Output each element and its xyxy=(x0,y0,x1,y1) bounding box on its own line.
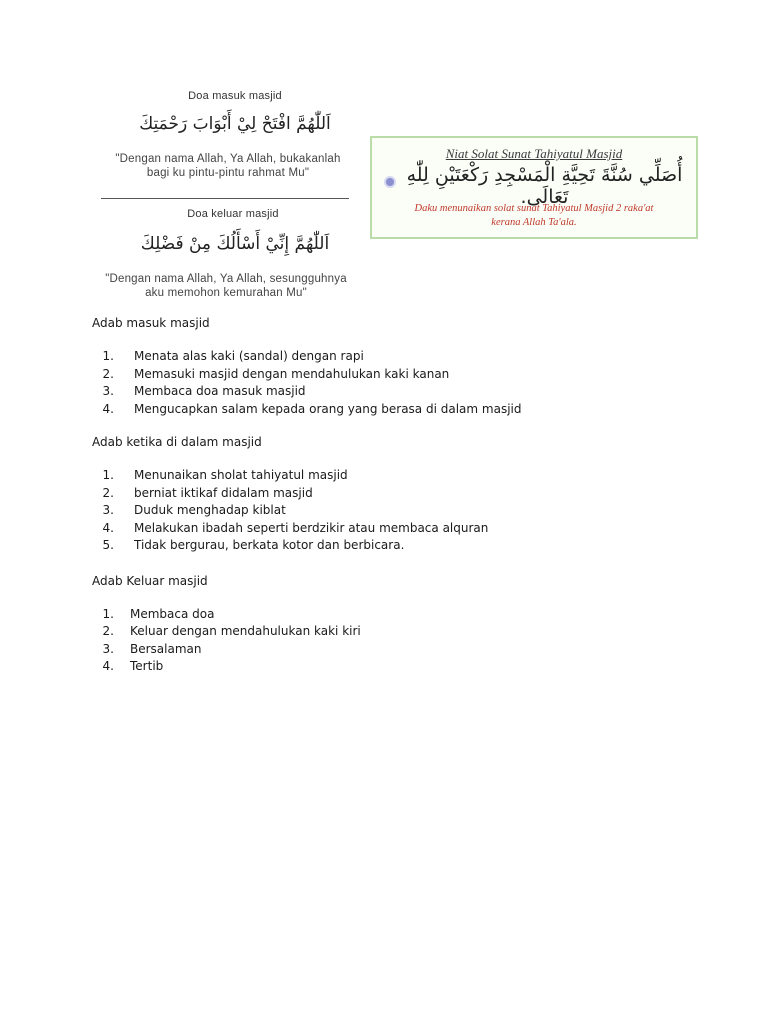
doa-masuk-translation-line2: bagi ku pintu-pintu rahmat Mu" xyxy=(146,167,310,179)
doa-masuk-translation xyxy=(93,152,363,180)
bullet-dot-icon xyxy=(386,178,394,186)
section-heading-masuk: Adab masuk masjid xyxy=(92,316,210,330)
list-text: Tertib xyxy=(130,659,164,673)
doa-keluar-translation xyxy=(91,272,361,300)
list-text: Memasuki masjid dengan mendahulukan kaki kanan xyxy=(134,366,450,381)
list-item xyxy=(92,467,692,485)
list-item xyxy=(92,520,692,538)
doa-keluar-translation-line1: "Dengan nama Allah, Ya Allah, sesungguhnya xyxy=(105,273,347,285)
list-text: Mengucapkan salam kepada orang yang berasa di dalam masjid xyxy=(134,401,522,416)
list-item xyxy=(92,383,692,401)
doa-masuk-title: Doa masuk masjid xyxy=(188,90,282,102)
doa-keluar-arabic: اَللّٰهُمَّ إِنِّيْ أَسْأَلُكَ مِنْ فَضْلِكَ xyxy=(140,234,330,254)
doa-masuk-translation-line1: "Dengan nama Allah, Ya Allah, bukakanlah xyxy=(115,153,341,165)
list-text: Melakukan ibadah seperti berdzikir atau membaca alquran xyxy=(134,520,489,535)
list-number: 2. xyxy=(102,366,114,381)
list-number: 3. xyxy=(102,384,114,398)
list-item xyxy=(92,606,692,624)
list-item xyxy=(92,401,692,419)
list-number: 2. xyxy=(102,624,114,638)
list-item xyxy=(92,623,692,641)
doa-keluar-title: Doa keluar masjid xyxy=(187,208,279,220)
list-item xyxy=(92,366,692,384)
list-number: 1. xyxy=(102,606,114,621)
list-number: 4. xyxy=(102,659,114,673)
niat-translation-line2: kerana Allah Ta'ala. xyxy=(491,217,577,228)
list-text: Keluar dengan mendahulukan kaki kiri xyxy=(130,624,361,638)
list-text: Menunaikan sholat tahiyatul masjid xyxy=(134,468,348,482)
list-number: 1. xyxy=(102,349,114,363)
list-text: Bersalaman xyxy=(130,641,202,656)
list-item xyxy=(92,502,692,520)
list-text: Menata alas kaki (sandal) dengan rapi xyxy=(134,349,364,363)
list-number: 2. xyxy=(102,485,114,500)
section-heading-keluar: Adab Keluar masjid xyxy=(92,573,208,588)
list-text: Membaca doa masuk masjid xyxy=(134,384,306,398)
section-heading-dalam: Adab ketika di dalam masjid xyxy=(92,435,262,449)
list-item xyxy=(92,641,692,659)
list-number: 3. xyxy=(102,503,114,517)
list-adab-dalam xyxy=(92,467,692,555)
niat-translation xyxy=(372,202,696,230)
list-number: 1. xyxy=(102,468,114,482)
list-number: 5. xyxy=(102,538,114,552)
list-item xyxy=(92,537,692,555)
list-adab-masuk xyxy=(92,348,692,418)
niat-arabic: أُصَلِّي سُنَّةَ تَحِيَّةِ الْمَسْجِدِ رَكْعَتَيْنِ لِلّٰهِ تَعَالَى. xyxy=(406,164,683,208)
list-item xyxy=(92,658,692,676)
doa-divider xyxy=(101,198,349,199)
doa-image xyxy=(85,82,365,304)
list-text: berniat iktikaf didalam masjid xyxy=(134,485,313,500)
list-adab-keluar xyxy=(92,606,692,676)
list-number: 3. xyxy=(102,641,114,656)
doa-masuk-arabic: اَللّٰهُمَّ افْتَحْ لِيْ أَبْوَابَ رَحْمَتِكَ xyxy=(139,114,331,134)
list-text: Duduk menghadap kiblat xyxy=(134,503,286,517)
list-text: Tidak bergurau, berkata kotor dan berbicara. xyxy=(134,538,405,552)
list-item xyxy=(92,348,692,366)
list-number: 4. xyxy=(102,401,114,416)
niat-image xyxy=(370,136,698,239)
document-body xyxy=(92,315,692,692)
list-text: Membaca doa xyxy=(130,606,215,621)
list-number: 4. xyxy=(102,520,114,535)
niat-translation-line1: Daku menunaikan solat sunat Tahiyatul Masjid 2 raka'at xyxy=(414,203,654,214)
list-item xyxy=(92,485,692,503)
niat-title: Niat Solat Sunat Tahiyatul Masjid xyxy=(445,146,623,161)
doa-keluar-translation-line2: aku memohon kemurahan Mu" xyxy=(145,287,307,299)
